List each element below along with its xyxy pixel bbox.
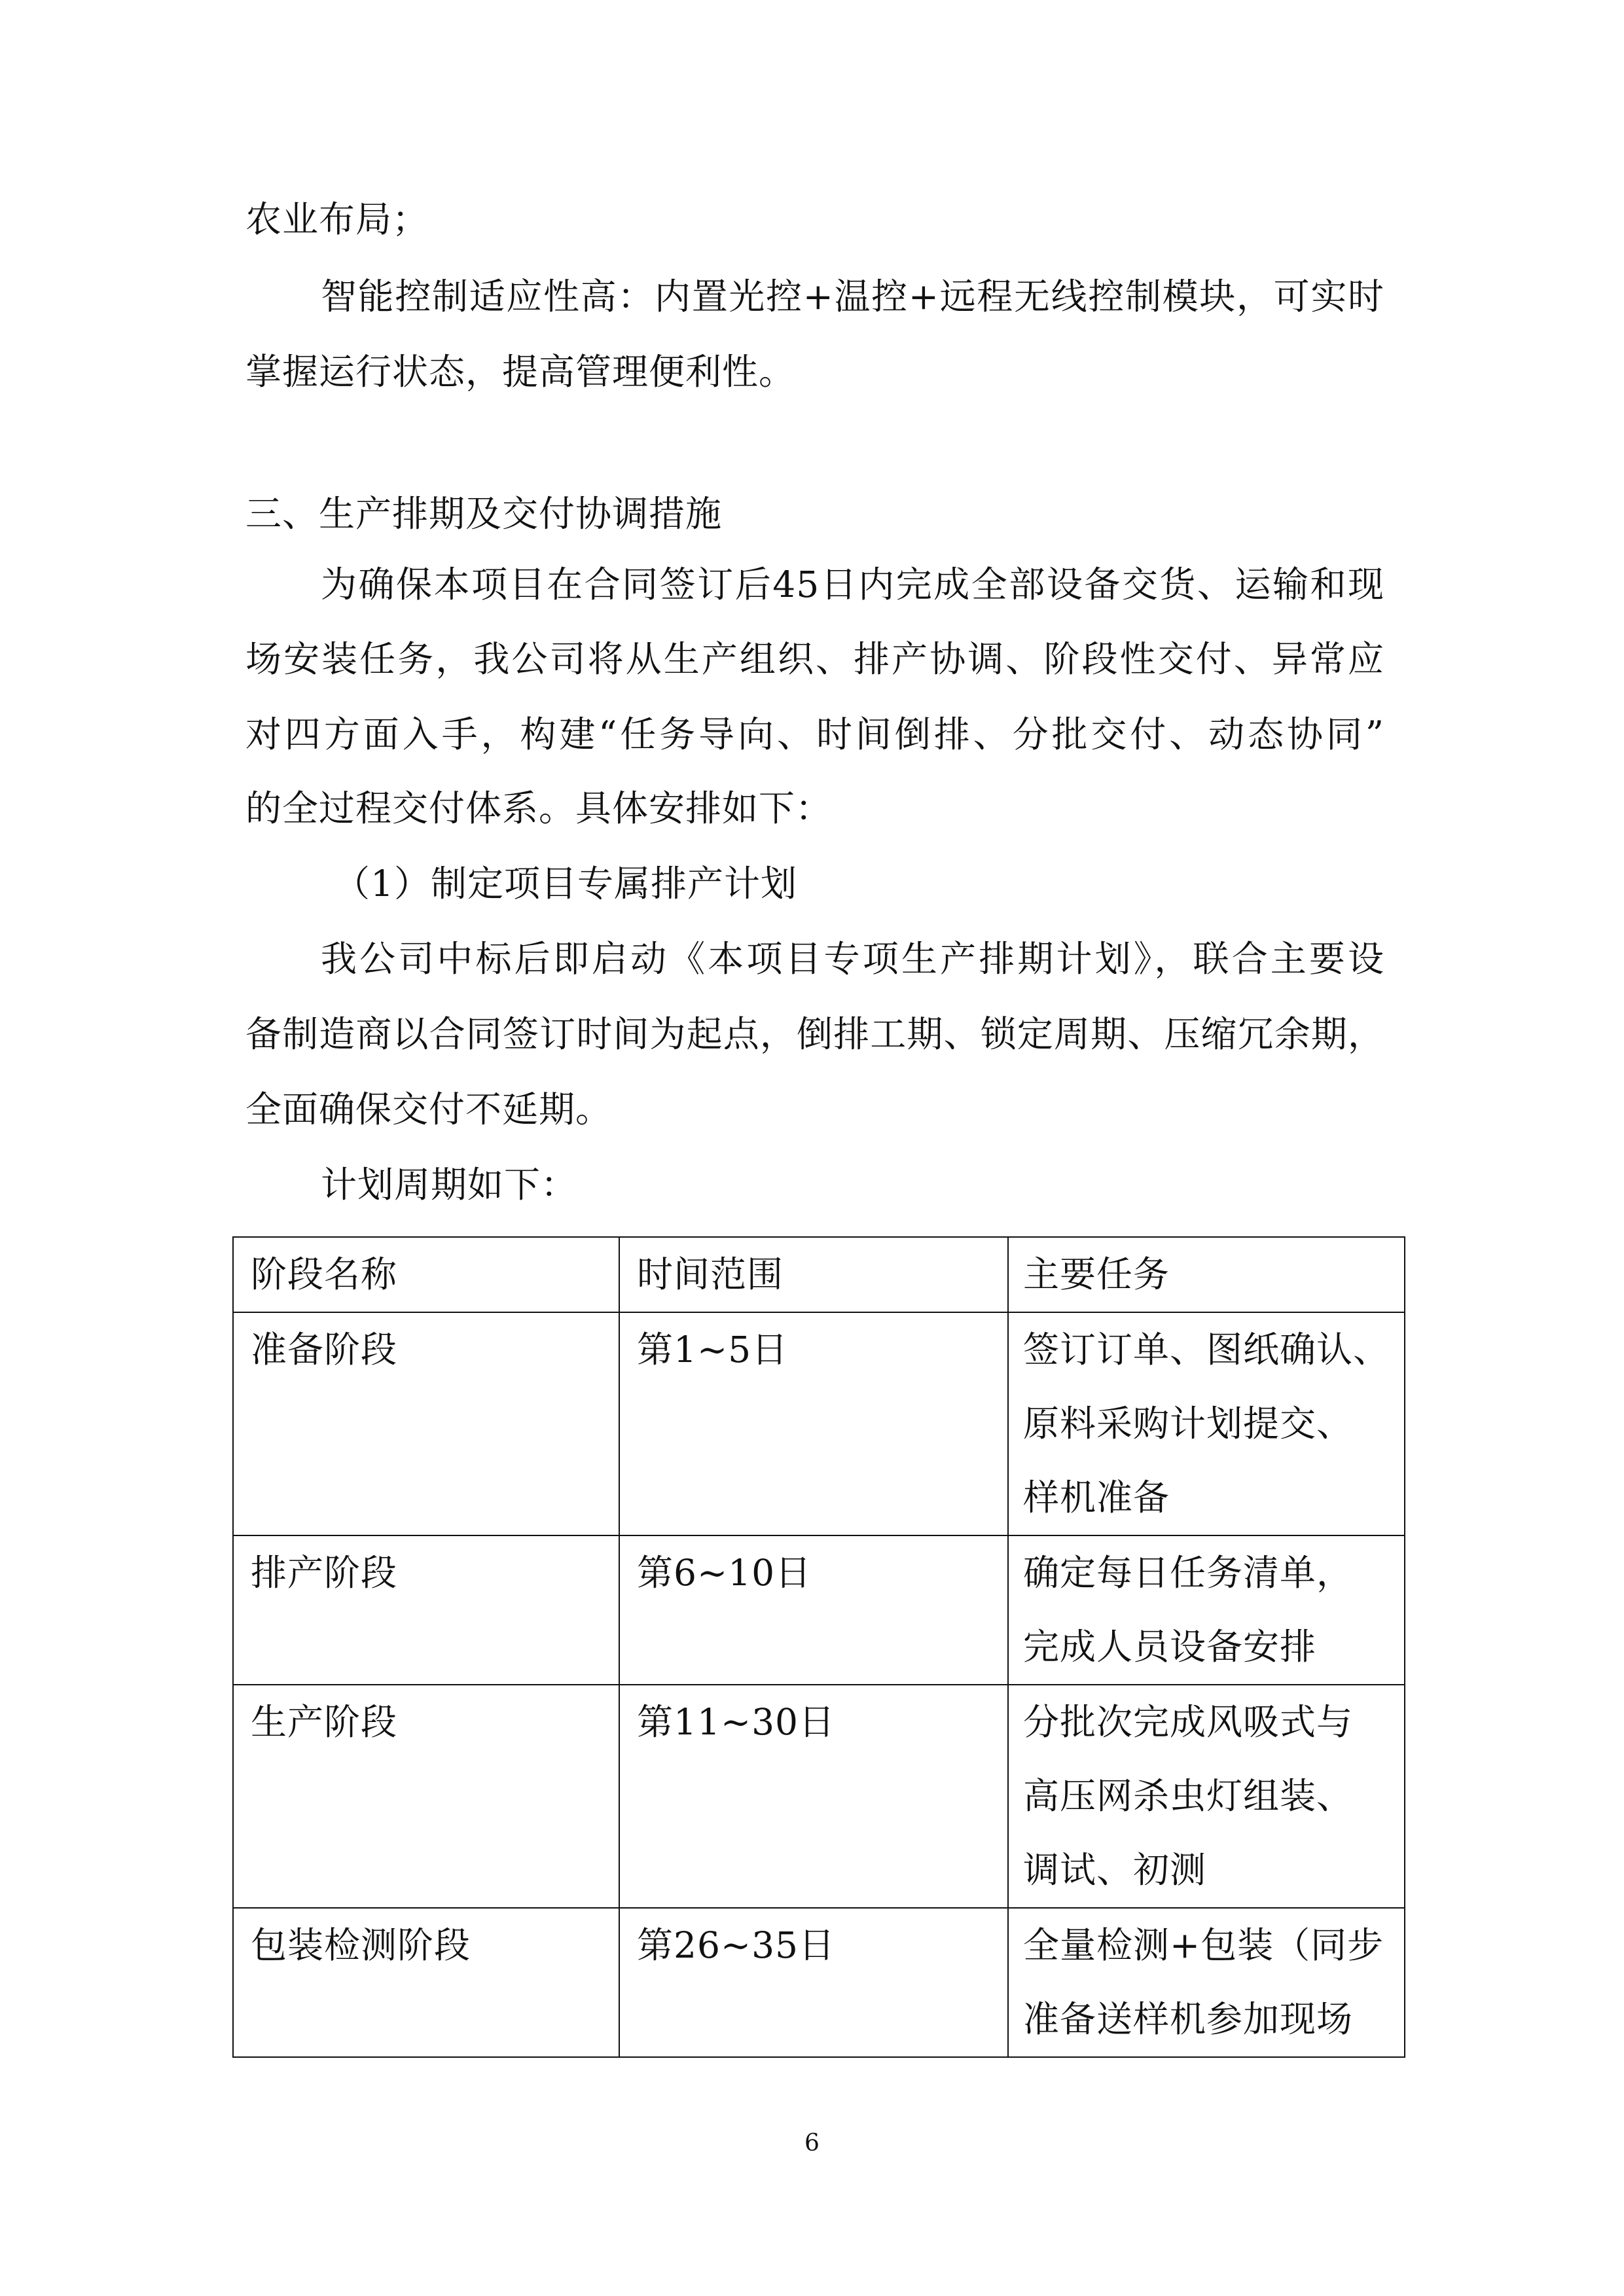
cell-task — [1008, 1535, 1405, 1685]
cell-stage: 生产阶段 — [233, 1685, 619, 1908]
schedule-table — [232, 1236, 1405, 2058]
task-line: 样机准备 — [1023, 1477, 1170, 1518]
table-header-row — [233, 1237, 1405, 1312]
table-row — [233, 1312, 1405, 1535]
task-line: 分批次完成风吸式与 — [1023, 1701, 1354, 1743]
sub-heading: （1）制定项目专属排产计划 — [334, 863, 797, 905]
paragraph-line: 农业布局； — [245, 198, 429, 240]
table-row — [233, 1908, 1405, 2057]
paragraph-line: 对四方面入手，构建“任务导向、时间倒排、分批交付、动态协同” — [245, 713, 1384, 755]
paragraph-line: 我公司中标后即启动《本项目专项生产排期计划》，联合主要设 — [321, 938, 1384, 980]
paragraph-line: 掌握运行状态，提高管理便利性。 — [245, 351, 796, 393]
header-task: 主要任务 — [1008, 1237, 1405, 1312]
cell-range: 第6~10日 — [619, 1535, 1008, 1685]
cell-range: 第1~5日 — [619, 1312, 1008, 1535]
paragraph-line: 智能控制适应性高：内置光控+温控+远程无线控制模块，可实时 — [321, 276, 1384, 317]
task-line: 全量检测+包装（同步 — [1023, 1924, 1384, 1966]
task-line: 签订订单、图纸确认、 — [1023, 1329, 1390, 1371]
paragraph-line: 备制造商以合同签订时间为起点，倒排工期、锁定周期、压缩冗余期， — [245, 1013, 1384, 1055]
paragraph-line: 的全过程交付体系。具体安排如下： — [245, 787, 833, 829]
paragraph-line: 场安装任务，我公司将从生产组织、排产协调、阶段性交付、异常应 — [245, 638, 1384, 680]
cell-stage: 排产阶段 — [233, 1535, 619, 1685]
cell-stage: 准备阶段 — [233, 1312, 619, 1535]
task-line: 完成人员设备安排 — [1023, 1626, 1317, 1668]
cell-task — [1008, 1908, 1405, 2057]
header-stage: 阶段名称 — [233, 1237, 619, 1312]
table-intro: 计划周期如下： — [321, 1164, 578, 1206]
table-row — [233, 1685, 1405, 1908]
paragraph-line: 为确保本项目在合同签订后45日内完成全部设备交货、运输和现 — [321, 564, 1384, 605]
task-line: 高压网杀虫灯组装、 — [1023, 1775, 1354, 1817]
task-line: 原料采购计划提交、 — [1023, 1403, 1354, 1444]
cell-range: 第11~30日 — [619, 1685, 1008, 1908]
task-line: 准备送样机参加现场 — [1023, 1998, 1354, 2040]
paragraph-line: 全面确保交付不延期。 — [245, 1088, 613, 1130]
task-line: 确定每日任务清单， — [1023, 1552, 1354, 1594]
section-heading: 三、生产排期及交付协调措施 — [245, 493, 723, 535]
cell-task — [1008, 1312, 1405, 1535]
page-number: 6 — [804, 2130, 820, 2157]
task-line: 调试、初测 — [1023, 1849, 1207, 1891]
cell-range: 第26~35日 — [619, 1908, 1008, 2057]
table-row — [233, 1535, 1405, 1685]
header-range: 时间范围 — [619, 1237, 1008, 1312]
cell-stage: 包装检测阶段 — [233, 1908, 619, 2057]
cell-task — [1008, 1685, 1405, 1908]
